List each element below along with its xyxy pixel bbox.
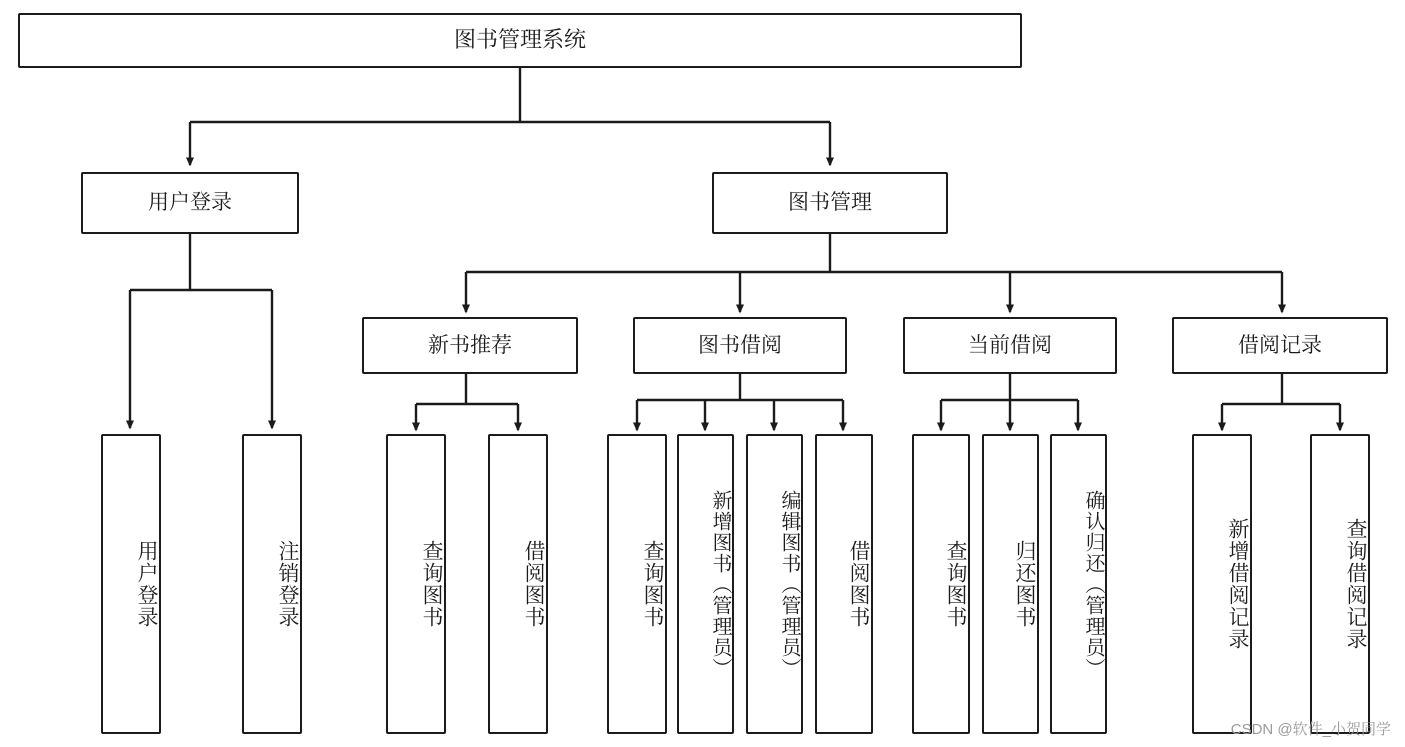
leaf-confirm-return[interactable]: 确认归还（管理员）: [1050, 434, 1107, 734]
watermark: CSDN @软件_小贺同学: [1230, 721, 1391, 738]
node-new-book-recommend[interactable]: 新书推荐: [362, 317, 578, 374]
leaf-borrow-book-2[interactable]: 借阅图书: [815, 434, 873, 734]
node-current-borrow[interactable]: 当前借阅: [903, 317, 1117, 374]
leaf-user-logout[interactable]: 注销登录: [242, 434, 302, 734]
node-user-login[interactable]: 用户登录: [81, 172, 299, 234]
leaf-user-login[interactable]: 用户登录: [101, 434, 161, 734]
leaf-add-book[interactable]: 新增图书（管理员）: [677, 434, 734, 734]
leaf-add-record[interactable]: 新增借阅记录: [1192, 434, 1252, 734]
node-book-management[interactable]: 图书管理: [712, 172, 948, 234]
node-book-borrow[interactable]: 图书借阅: [633, 317, 847, 374]
leaf-query-book-2[interactable]: 查询图书: [607, 434, 667, 734]
leaf-return-book[interactable]: 归还图书: [982, 434, 1039, 734]
leaf-edit-book[interactable]: 编辑图书（管理员）: [746, 434, 803, 734]
leaf-borrow-book-1[interactable]: 借阅图书: [488, 434, 548, 734]
leaf-query-book-3[interactable]: 查询图书: [912, 434, 970, 734]
leaf-query-record[interactable]: 查询借阅记录: [1310, 434, 1370, 734]
node-root[interactable]: 图书管理系统: [18, 13, 1022, 68]
leaf-query-book-1[interactable]: 查询图书: [386, 434, 446, 734]
node-borrow-record[interactable]: 借阅记录: [1172, 317, 1388, 374]
